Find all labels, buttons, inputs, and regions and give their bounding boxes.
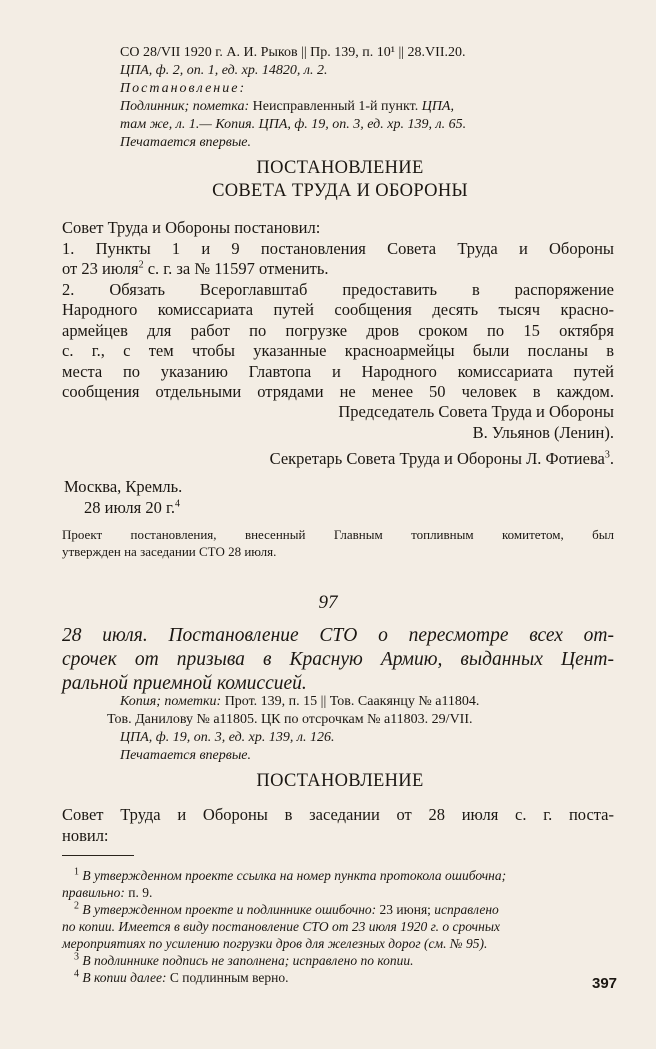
- signature-line: В. Ульянов (Ленин).: [472, 422, 614, 442]
- text-line: 1. Пункты 1 и 9 постановления Совета Труда и Обороны: [62, 238, 614, 258]
- decree-heading-2: ПОСТАНОВЛЕНИЕ: [256, 771, 424, 791]
- footnote-number: 3: [74, 951, 79, 963]
- text-fragment: правильно:: [62, 885, 125, 900]
- footnote: [62, 884, 618, 901]
- footnote: [62, 952, 618, 969]
- editorial-note: [62, 526, 614, 560]
- signature-block: [62, 402, 614, 443]
- source-line: ЦПА, ф. 19, оп. 3, ед. хр. 139, л. 126.: [120, 730, 335, 745]
- text-line: Совет Труда и Обороны постановил:: [62, 218, 321, 237]
- text-fragment: исправлено: [434, 902, 499, 917]
- document-title: [62, 624, 614, 696]
- text-line: армейцев для работ по погрузке дров сроком по 15 октября: [62, 320, 614, 340]
- page-number: 397: [592, 975, 618, 992]
- source-line: СО 28/VII 1920 г. А. И. Рыков || Пр. 139, п. 10¹ || 28.VII.20.: [120, 45, 466, 60]
- footnote-divider: [62, 855, 134, 856]
- date-line: [64, 498, 616, 519]
- footnote: [62, 969, 618, 986]
- decree-body: [62, 218, 614, 403]
- source-note-2: [107, 693, 620, 765]
- text-line: места по указанию Главтопа и Народного комиссариата путей: [62, 361, 614, 381]
- signature-line: Председатель Совета Труда и Обороны: [338, 402, 614, 421]
- footnote-number: 1: [74, 866, 79, 878]
- note-line: Проект постановления, внесенный Главным топливным комитетом, был: [62, 527, 614, 542]
- decree-body-2: [62, 805, 614, 846]
- footnote: [62, 901, 618, 918]
- signature-line: [62, 449, 614, 470]
- text-line: Народного комиссариата путей сообщения десять тысяч красно-: [62, 300, 614, 319]
- source-line: ЦПА, ф. 2, оп. 1, ед. хр. 14820, л. 2.: [120, 63, 328, 78]
- source-fragment: Прот. 139, п. 15 || Тов. Саакянцу № а11804.: [221, 694, 480, 709]
- source-fragment: ЦПА,: [421, 99, 454, 114]
- source-line: Печатается впервые.: [120, 748, 252, 763]
- text-fragment: В утвержденном проекте ссылка на номер пункта протокола ошибочна;: [79, 868, 507, 883]
- source-fragment: Неисправленный 1-й пункт.: [249, 99, 422, 114]
- text-fragment: от 23 июля: [62, 259, 139, 278]
- decree-heading: [60, 157, 620, 203]
- document-number: 97: [318, 592, 338, 613]
- text-fragment: 28 июля 20 г.: [84, 497, 175, 517]
- footnote-number: 2: [74, 900, 79, 912]
- footnote-ref: 4: [174, 498, 180, 509]
- text-fragment: с. г. за № 11597 отменить.: [143, 259, 329, 278]
- place-date: [64, 477, 616, 518]
- footnote-number: 4: [74, 968, 79, 980]
- source-note-top: [120, 44, 620, 152]
- heading-line: ПОСТАНОВЛЕНИЕ: [256, 158, 424, 178]
- text-fragment: В утвержденном проекте и подлиннике ошибочно:: [79, 902, 377, 917]
- text-line: сообщения отдельными отрядами не менее 50 человек в каждом.: [62, 382, 614, 401]
- text-fragment: .: [609, 449, 614, 468]
- text-line: с. г., с тем чтобы указанные красноармейцы были посланы в: [62, 341, 614, 360]
- source-line: [120, 693, 620, 711]
- text-line: 2. Обязать Всероглавштаб предоставить в распоряжение: [62, 279, 614, 299]
- footnotes: [62, 867, 618, 986]
- source-line: [120, 98, 620, 116]
- note-line: утвержден на заседании СТО 28 июля.: [62, 544, 277, 559]
- title-line: ральной приемной комиссией.: [62, 673, 307, 694]
- source-line: Постановление:: [120, 81, 247, 96]
- heading-line: СОВЕТА ТРУДА И ОБОРОНЫ: [212, 181, 468, 201]
- footnote: мероприятиях по усилению погрузки дров для железных дорог (см. № 95).: [62, 936, 488, 951]
- footnote-ref: 2: [138, 259, 144, 271]
- source-line: там же, л. 1.— Копия. ЦПА, ф. 19, оп. 3, ед. хр. 139, л. 65.: [120, 117, 467, 132]
- text-fragment: С подлинным верно.: [166, 970, 289, 985]
- source-line: Печатается впервые.: [120, 135, 252, 150]
- source-fragment: Подлинник; пометка:: [120, 99, 250, 114]
- place-line: Москва, Кремль.: [64, 477, 183, 496]
- text-line: [62, 259, 614, 280]
- text-line: новил:: [62, 825, 109, 845]
- text-line: Совет Труда и Обороны в заседании от 28 июля с. г. поста-: [62, 805, 614, 824]
- title-line: 28 июля. Постановление СТО о пересмотре всех от-: [62, 625, 614, 646]
- text-fragment: Секретарь Совета Труда и Обороны Л. Фотиева: [269, 449, 605, 468]
- text-fragment: 23 июня;: [376, 902, 435, 917]
- secretary-signature: [62, 449, 614, 470]
- footnote: [62, 867, 618, 884]
- source-line: Тов. Данилову № а11805. ЦК по отсрочкам № а11803. 29/VII.: [107, 712, 473, 727]
- text-fragment: В копии далее:: [79, 970, 167, 985]
- text-fragment: В подлиннике подпись не заполнена; исправлено по копии.: [79, 953, 414, 968]
- footnote: по копии. Имеется в виду постановление СТО от 23 июля 1920 г. о срочных: [62, 919, 500, 934]
- footnote-ref: 3: [604, 449, 610, 461]
- source-fragment: Копия; пометки:: [120, 694, 222, 709]
- text-fragment: п. 9.: [124, 885, 153, 900]
- title-line: срочек от призыва в Красную Армию, выданных Цент-: [62, 649, 614, 670]
